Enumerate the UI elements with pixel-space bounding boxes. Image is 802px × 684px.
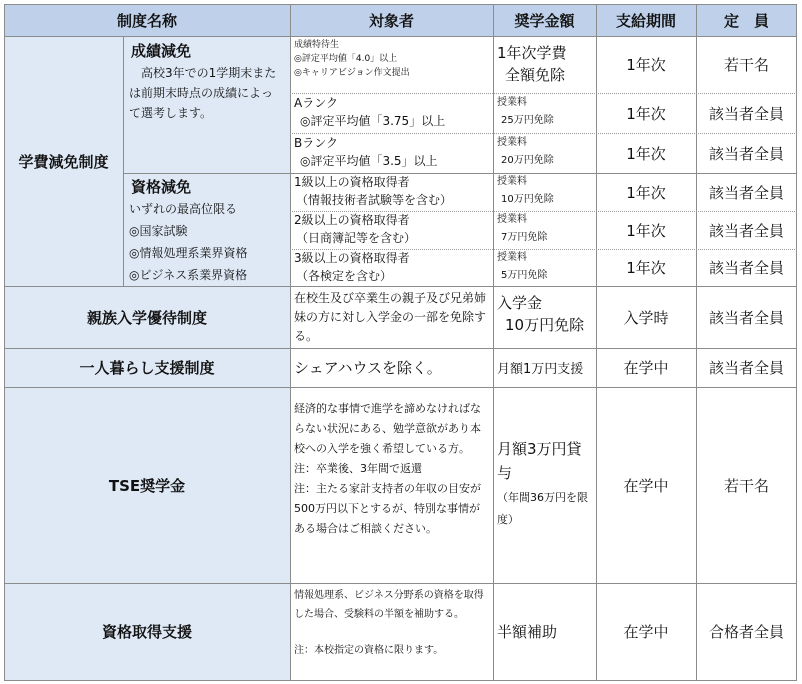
qual-row-1-quota: 該当者全員 (708, 183, 784, 202)
grade-row-1-amount (493, 36, 596, 93)
grade-row-2-target (290, 93, 493, 133)
living-amount: 月額1万円支援 (497, 362, 584, 377)
grade-row-1-target (290, 36, 493, 93)
grid-line-dotted (290, 211, 797, 212)
living-target: シェアハウスを除く。 (294, 359, 442, 377)
license-quota: 合格者全員 (708, 623, 784, 641)
qual-row-1-period: 1年次 (626, 183, 666, 202)
qualification-line: ◎情報処理系業界資格 (129, 246, 248, 260)
amount-line: 25万円免除 (501, 115, 554, 126)
family-period: 入学時 (623, 308, 669, 327)
grid-line (4, 4, 5, 681)
grid-line (796, 4, 797, 681)
amount-line: 10万円免除 (501, 194, 554, 205)
header-target: 対象者 (290, 4, 493, 36)
amount-line: 10万円免除 (505, 316, 585, 334)
grade-row-3-period: 1年次 (626, 144, 666, 163)
tse-amount-main: 月額3万円貸与 (497, 440, 582, 482)
tse-amount-note: （年間36万円を限度） (497, 491, 588, 526)
grid-line (123, 173, 797, 174)
target-line: （各検定を含む） (296, 269, 393, 283)
tse-name: TSE奨学金 (4, 387, 290, 583)
grid-line (4, 583, 797, 584)
grade-row-3-target (290, 133, 493, 173)
grid-line (4, 680, 797, 681)
amount-line: 20万円免除 (501, 155, 554, 166)
tse-quota: 若干名 (723, 476, 769, 495)
living-quota: 該当者全員 (708, 359, 784, 377)
grid-line-dotted (290, 133, 797, 134)
grid-line (4, 4, 797, 5)
license-name: 資格取得支援 (4, 583, 290, 680)
qual-row-3-amount (493, 249, 596, 286)
grid-line (4, 36, 797, 37)
tuition-group-name: 学費減免制度 (4, 36, 123, 286)
license-period: 在学中 (623, 623, 669, 641)
target-line: 成績特待生 (294, 40, 340, 50)
qualification-line: ◎ビジネス系業界資格 (129, 268, 248, 282)
target-line: ◎評定平均値「3.5」以上 (300, 154, 438, 168)
qual-row-3-quota: 該当者全員 (708, 259, 784, 277)
amount-line: 5万円免除 (501, 270, 548, 281)
grid-line (4, 286, 797, 287)
amount-line: 全額免除 (505, 66, 566, 84)
qual-row-3-period: 1年次 (626, 259, 666, 277)
amount-line: 授業料 (497, 252, 527, 263)
amount-line: 授業料 (497, 214, 527, 225)
grid-line (696, 4, 697, 681)
grade-row-3-quota: 該当者全員 (708, 144, 784, 163)
grade-reduction-title: 成績減免 (131, 42, 192, 60)
target-line: Bランク (294, 136, 338, 150)
target-line: （日商簿記等を含む） (296, 231, 417, 245)
tse-amount (493, 387, 596, 583)
tse-period: 在学中 (623, 476, 669, 495)
grid-line (596, 4, 597, 681)
amount-line: 授業料 (497, 176, 527, 187)
amount-line: 1年次学費 (497, 44, 567, 62)
header-quota: 定 員 (696, 4, 797, 36)
qualification-line: いずれの最高位限る (129, 202, 238, 216)
family-quota: 該当者全員 (708, 308, 784, 327)
qual-row-1-target (290, 173, 493, 211)
grade-row-1-period: 1年次 (626, 56, 666, 74)
amount-line: 授業料 (497, 97, 527, 108)
header-period: 支給期間 (596, 4, 696, 36)
qualification-reduction-title: 資格減免 (131, 178, 192, 196)
qual-row-2-amount (493, 211, 596, 249)
qual-row-2-target (290, 211, 493, 249)
qualification-reduction-block (123, 173, 290, 286)
living-period: 在学中 (623, 359, 669, 377)
tse-target (290, 387, 493, 583)
target-line: 3級以上の資格取得者 (294, 251, 410, 265)
amount-line: 7万円免除 (501, 232, 548, 243)
family-target: 在校生及び卒業生の親子及び兄弟姉妹の方に対し入学金の一部を免除する。 (294, 291, 487, 343)
qualification-line: ◎国家試験 (129, 224, 188, 238)
grid-line (4, 387, 797, 388)
grade-row-2-period: 1年次 (626, 104, 666, 123)
grid-line (290, 4, 291, 681)
target-line: （情報技術者試験等を含む） (296, 193, 453, 207)
target-line: ◎評定平均値「4.0」以上 (294, 54, 398, 64)
target-line: Aランク (294, 96, 338, 110)
header-name: 制度名称 (4, 4, 290, 36)
target-line: ◎キャリアビジョン作文提出 (294, 68, 410, 78)
amount-line: 入学金 (497, 294, 543, 312)
grade-reduction-block (123, 36, 290, 173)
grid-line (123, 36, 124, 286)
tse-target-para: 注：卒業後、3年間で返還 (294, 462, 422, 475)
header-amount: 奨学金額 (493, 4, 596, 36)
target-line: ◎評定平均値「3.75」以上 (300, 114, 446, 128)
grade-row-2-amount (493, 93, 596, 133)
qual-row-2-period: 1年次 (626, 221, 666, 240)
grid-line-dotted (290, 249, 797, 250)
grid-line (4, 348, 797, 349)
qual-row-1-amount (493, 173, 596, 211)
family-amount (493, 286, 596, 348)
qual-row-2-quota: 該当者全員 (708, 221, 784, 240)
grade-row-1-quota: 若干名 (723, 56, 769, 74)
license-target (290, 583, 493, 680)
grade-row-2-quota: 該当者全員 (708, 104, 784, 123)
grade-reduction-desc: 高校3年での1学期末または前期末時点の成績によって選考します。 (129, 66, 277, 120)
license-target-text: 情報処理系、ビジネス分野系の資格を取得した場合、受験料の半額を補助する。 (294, 590, 484, 620)
grid-line (493, 4, 494, 681)
living-name: 一人暮らし支援制度 (4, 348, 290, 387)
target-line: 1級以上の資格取得者 (294, 175, 410, 189)
amount-line: 授業料 (497, 137, 527, 148)
qual-row-3-target (290, 249, 493, 286)
tse-target-para: 注：主たる家計支持者の年収の目安が500万円以下とするが、特別な事情がある場合はご相談ください。 (294, 482, 481, 535)
grid-line-dotted (290, 93, 797, 94)
license-note: 注：本校指定の資格に限ります。 (294, 645, 444, 656)
license-amount: 半額補助 (497, 623, 558, 641)
target-line: 2級以上の資格取得者 (294, 213, 410, 227)
grade-row-3-amount (493, 133, 596, 173)
tse-target-para: 経済的な事情で進学を諦めなければならない状況にある、勉学意欲があり本校への入学を強く希望している方。 (294, 402, 481, 455)
family-name: 親族入学優待制度 (4, 286, 290, 348)
